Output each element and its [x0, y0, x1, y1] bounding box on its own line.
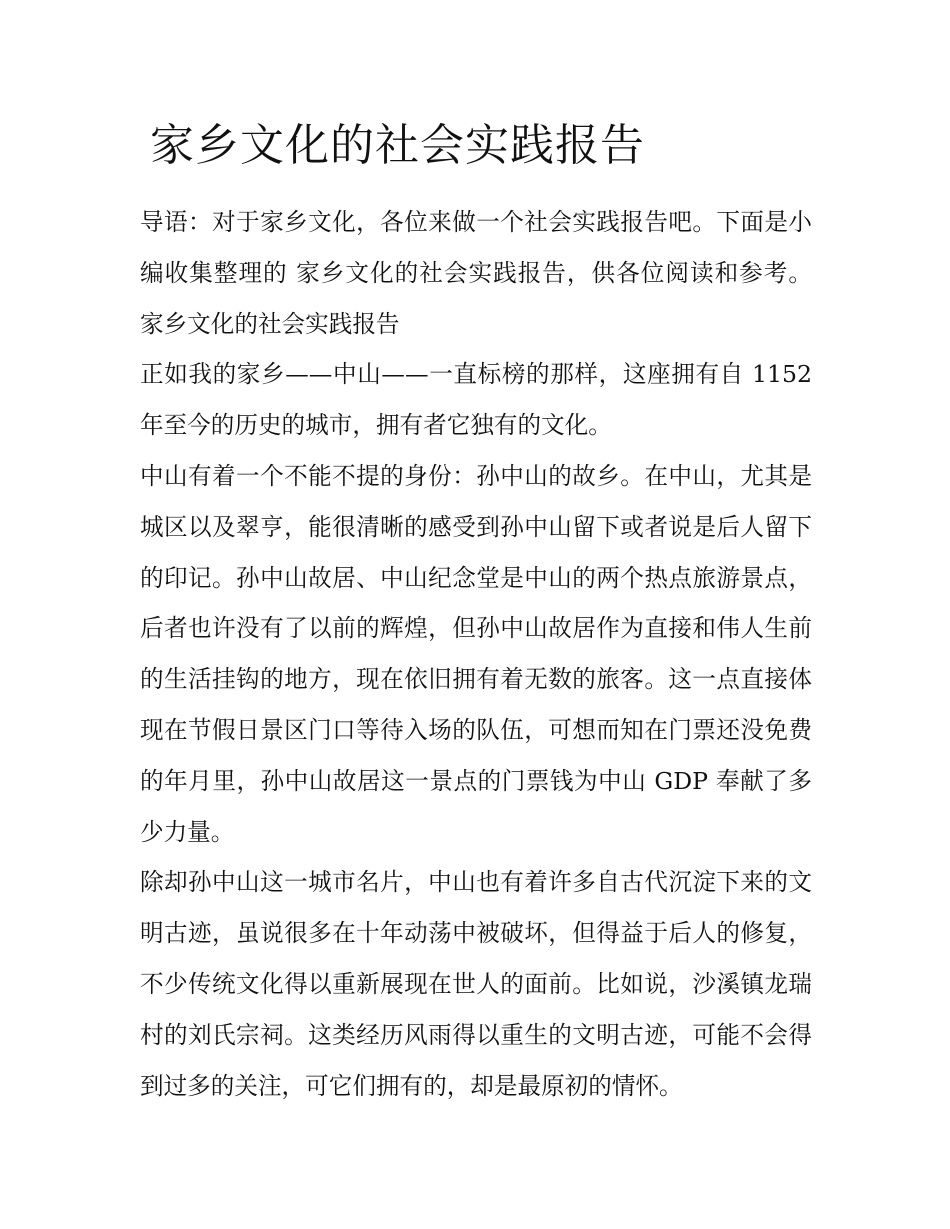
document-body [140, 197, 812, 1111]
paragraph-intro: 导语：对于家乡文化，各位来做一个社会实践报告吧。下面是小编收集整理的 家乡文化的社会实践报告，供各位阅读和参考。 家乡文化的社会实践报告 [140, 208, 812, 338]
paragraph-sun-yat-sen: 中山有着一个不能不提的身份：孙中山的故乡。在中山，尤其是城区以及翠亨，能很清晰的感受到孙中山留下或者说是后人留下的印记。孙中山故居、中山纪念堂是中山的两个热点旅游景点，后者也许没有了以前的辉煌，但孙中山故居作为直接和伟人生前的生活挂钩的地方，现在依旧拥有着无数的旅客。这一点直接体现在节假日景区门口等待入场的队伍，可想而知在门票还没免费的年月里，孙中山故居这一景点的门票钱为中山 GDP 奉献了多少力量。 [140, 461, 812, 846]
paragraph-hometown: 正如我的家乡——中山——一直标榜的那样，这座拥有自 1152 年至今的历史的城市，拥有者它独有的文化。 [140, 360, 812, 440]
document-title: 家乡文化的社会实践报告 [150, 120, 645, 171]
paragraph-ancient-sites: 除却孙中山这一城市名片，中山也有着许多自古代沉淀下来的文明古迹，虽说很多在十年动荡中被破坏，但得益于后人的修复，不少传统文化得以重新展现在世人的面前。比如说，沙溪镇龙瑞村的刘氏宗祠。这类经历风雨得以重生的文明古迹，可能不会得到过多的关注，可它们拥有的，却是最原初的情怀。 [140, 868, 812, 1100]
